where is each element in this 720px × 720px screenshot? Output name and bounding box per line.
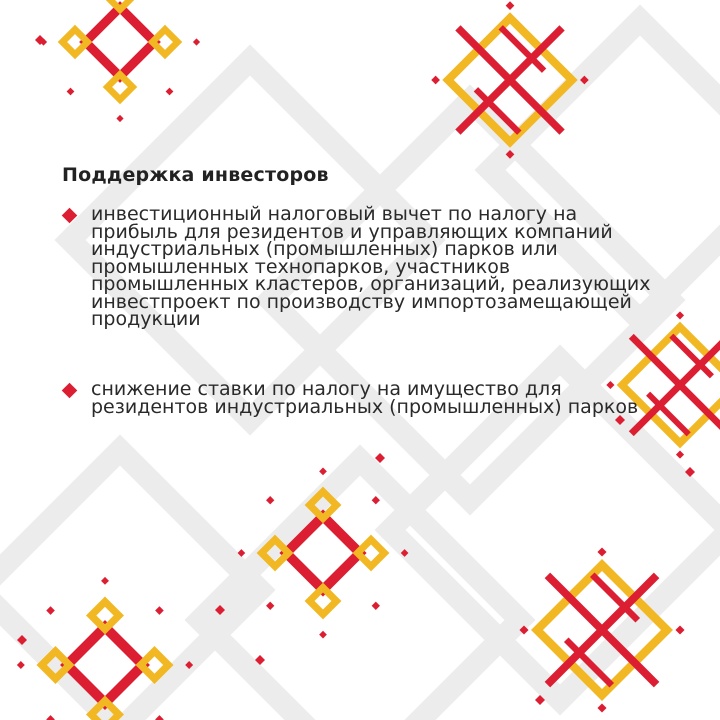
list-item-text: инвестиционный налоговый вычет по налогу на прибыль для резидентов и управляющих компаний индустриальных (промышленных) парков или промышленных технопарков, участников промышленных кластеров, организаций, реализующих инвестпроект по производству импортозамещающей продукции — [91, 203, 651, 330]
list-item-text: снижение ставки по налогу на имущество для резидентов индустриальных (промышленных) парков — [91, 378, 639, 418]
list-item — [62, 203, 662, 330]
diamond-bullet-icon — [62, 383, 78, 399]
page-title: Поддержка инвесторов — [62, 164, 329, 186]
diamond-bullet-icon — [62, 208, 78, 224]
list-item — [62, 378, 662, 418]
